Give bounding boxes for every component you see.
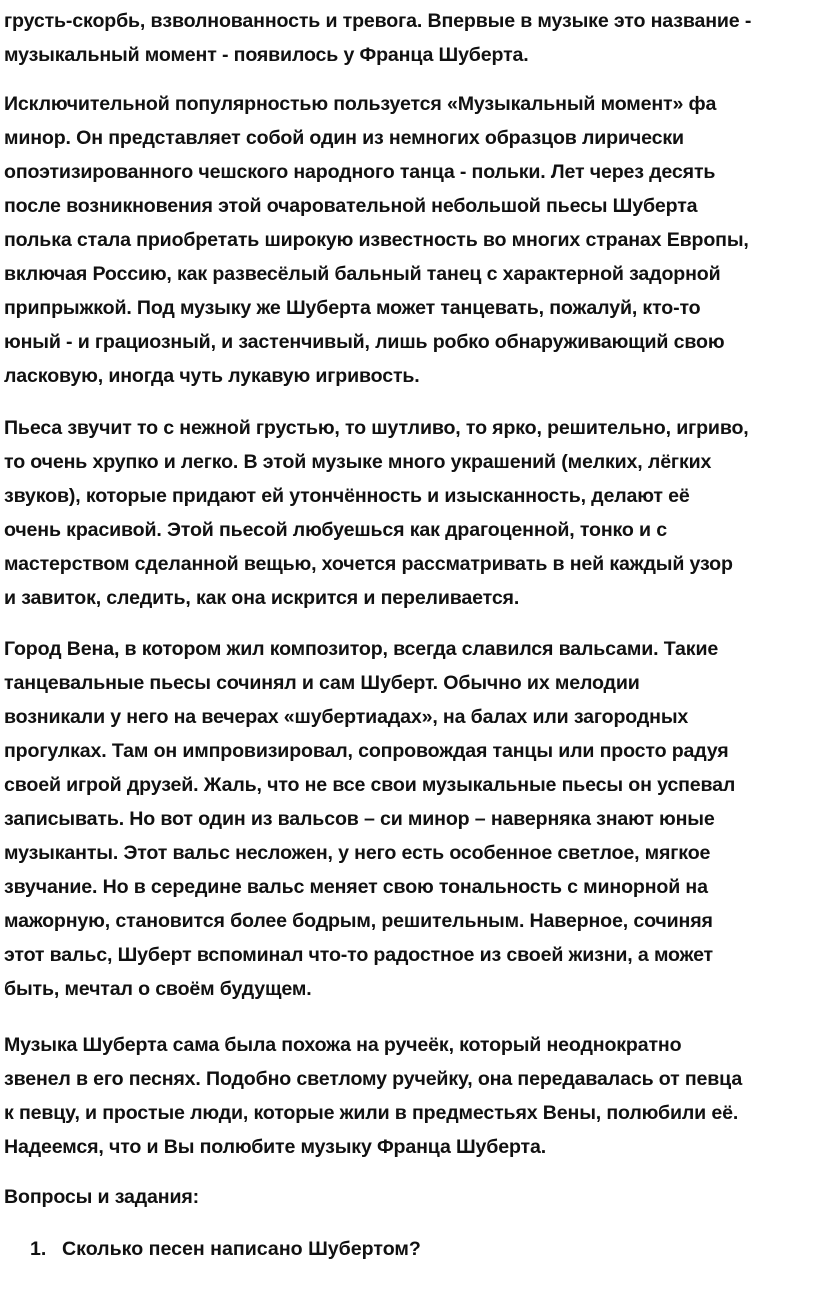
text-line: то очень хрупко и легко. В этой музыке много украшений (мелких, лёгких: [4, 451, 712, 473]
text-line: звенел в его песнях. Подобно светлому ручейку, она передавалась от певца: [4, 1068, 743, 1090]
text-line: Город Вена, в котором жил композитор, всегда славился вальсами. Такие: [4, 638, 719, 660]
questions-list: [30, 1232, 421, 1266]
questions-heading: [4, 1180, 199, 1214]
text-line: минор. Он представляет собой один из немногих образцов лирически: [4, 127, 684, 149]
text-line: опоэтизированного чешского народного танца - польки. Лет через десять: [4, 161, 716, 183]
text-line: записывать. Но вот один из вальсов – си минор – наверняка знают юные: [4, 808, 715, 830]
text-line: возникали у него на вечерах «шубертиадах», на балах или загородных: [4, 706, 689, 728]
text-line: и завиток, следить, как она искрится и переливается.: [4, 587, 520, 609]
text-line: очень красивой. Этой пьесой любуешься как драгоценной, тонко и с: [4, 519, 667, 541]
paragraph-musical-moment: [4, 87, 749, 393]
text-line: ласковую, иногда чуть лукавую игривость.: [4, 365, 420, 387]
text-line: Исключительной популярностью пользуется «Музыкальный момент» фа: [4, 93, 717, 115]
text-line: Надеемся, что и Вы полюбите музыку Франца Шуберта.: [4, 1136, 547, 1158]
paragraph-vienna-waltzes: [4, 632, 735, 1006]
text-line: Музыка Шуберта сама была похожа на ручеёк, который неоднократно: [4, 1034, 682, 1056]
questions-heading-text: Вопросы и задания:: [4, 1186, 200, 1208]
text-line: припрыжкой. Под музыку же Шуберта может танцевать, пожалуй, кто-то: [4, 297, 701, 319]
text-line: музыканты. Этот вальс несложен, у него есть особенное светлое, мягкое: [4, 842, 711, 864]
text-line: полька стала приобретать широкую известность во многих странах Европы,: [4, 229, 749, 251]
text-line: грусть-скорбь, взволнованность и тревога. Впервые в музыке это название -: [4, 10, 752, 32]
text-line: быть, мечтал о своём будущем.: [4, 978, 312, 1000]
paragraph-conclusion: [4, 1028, 742, 1164]
list-item: [30, 1232, 421, 1266]
text-line: звучание. Но в середине вальс меняет свою тональность с минорной на: [4, 876, 708, 898]
list-item-text: Сколько песен написано Шубертом?: [62, 1238, 421, 1260]
text-line: включая Россию, как развесёлый бальный танец с характерной задорной: [4, 263, 721, 285]
text-line: прогулках. Там он импровизировал, сопровождая танцы или просто радуя: [4, 740, 729, 762]
text-line: танцевальные пьесы сочинял и сам Шуберт. Обычно их мелодии: [4, 672, 640, 694]
text-line: своей игрой друзей. Жаль, что не все свои музыкальные пьесы он успевал: [4, 774, 736, 796]
paragraph-intro-continuation: [4, 4, 751, 72]
text-line: мастерством сделанной вещью, хочется рассматривать в ней каждый узор: [4, 553, 733, 575]
text-line: этот вальс, Шуберт вспоминал что-то радостное из своей жизни, а может: [4, 944, 714, 966]
text-line: звуков), которые придают ей утончённость и изысканность, делают её: [4, 485, 690, 507]
text-line: музыкальный момент - появилось у Франца Шуберта.: [4, 44, 529, 66]
text-line: Пьеса звучит то с нежной грустью, то шутливо, то ярко, решительно, игриво,: [4, 417, 749, 439]
paragraph-piece-character: [4, 411, 749, 615]
text-line: после возникновения этой очаровательной небольшой пьесы Шуберта: [4, 195, 698, 217]
text-line: мажорную, становится более бодрым, решительным. Наверное, сочиняя: [4, 910, 713, 932]
list-item-number: 1.: [30, 1238, 47, 1260]
text-line: к певцу, и простые люди, которые жили в предместьях Вены, полюбили её.: [4, 1102, 739, 1124]
text-line: юный - и грациозный, и застенчивый, лишь робко обнаруживающий свою: [4, 331, 725, 353]
